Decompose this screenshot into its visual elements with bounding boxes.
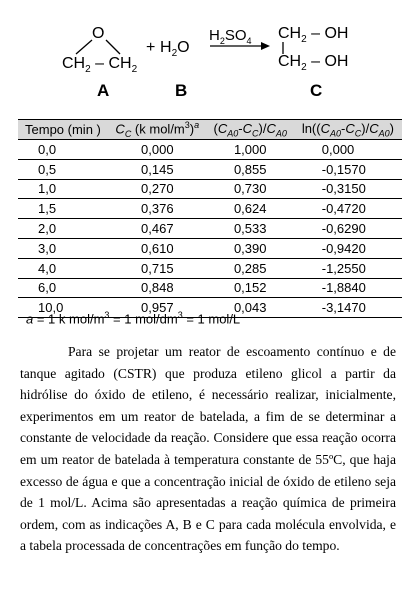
table-row: 1,5 0,376 0,624 -0,4720 [18, 199, 402, 219]
table-row: 6,0 0,848 0,152 -1,8840 [18, 278, 402, 298]
table-row: 4,0 0,715 0,285 -1,2550 [18, 258, 402, 278]
water-formula: $H_2O$ [160, 39, 190, 59]
product-top-formula: $CH_2$ – OH [278, 25, 349, 45]
table-row: 0,5 0,145 0,855 -0,1570 [18, 159, 402, 179]
reaction-diagram [0, 0, 416, 110]
table-row: 0,0 0,000 1,000 0,000 [18, 140, 402, 160]
reaction-arrow-head [261, 42, 270, 50]
epoxide-oxygen-label: O [92, 25, 105, 42]
table-row: 3,0 0,610 0,390 -0,9420 [18, 238, 402, 258]
header-time: Tempo (min ) [18, 120, 108, 140]
label-a: A [97, 81, 110, 100]
concentration-table [18, 119, 402, 318]
header-conversion: $(C_{A0}-C_C)/C_{A0}$ [207, 120, 294, 140]
label-c: C [310, 81, 323, 100]
header-cc: $C_C$ (k mol/$m^3)^a$ [108, 120, 207, 140]
header-ln: $\ln((C_{A0}-C_C)/C_{A0})$ [294, 120, 402, 140]
catalyst-formula: $H_2SO_4$ [209, 27, 252, 46]
problem-paragraph: Para se projetar um reator de escoamento contínuo e de tanque agitado (CSTR) que produza etileno glicol a partir da hidrólise do óxido de etileno, é necessário realizar, inicialmente, experimentos em um reator de batelada, a fim de se determinar a constante de velocidade da reação. Considere que essa reação ocorra em um reator de batelada à temperatura constante de 55ºC, que haja excesso de água e que a concentração inicial de óxido de etileno seja de 1 mol/L. Acima são apresentadas a reação química de primeira ordem, com as indicações A, B e C para cada molécula envolvida, e a tabela processada de concentrações em função do tempo. [20, 344, 396, 554]
units-footnote: a = 1 k mol/$m^3 = 1$ mol/$dm^3 = 1$ mol/L [26, 310, 241, 327]
table-header-row [18, 120, 402, 140]
label-b: B [175, 81, 188, 100]
table-row: 2,0 0,467 0,533 -0,6290 [18, 219, 402, 239]
epoxide-bond-right [106, 40, 120, 54]
plus-sign: + [146, 39, 156, 56]
epoxide-bond-left [76, 40, 92, 54]
table-row: 1,0 0,270 0,730 -0,3150 [18, 179, 402, 199]
epoxide-formula: $CH_2 - CH_2$ [62, 55, 138, 75]
table-row: 10,0 0,957 0,043 -3,1470 [18, 298, 402, 318]
product-bottom-formula: $CH_2$ – OH [278, 53, 349, 73]
